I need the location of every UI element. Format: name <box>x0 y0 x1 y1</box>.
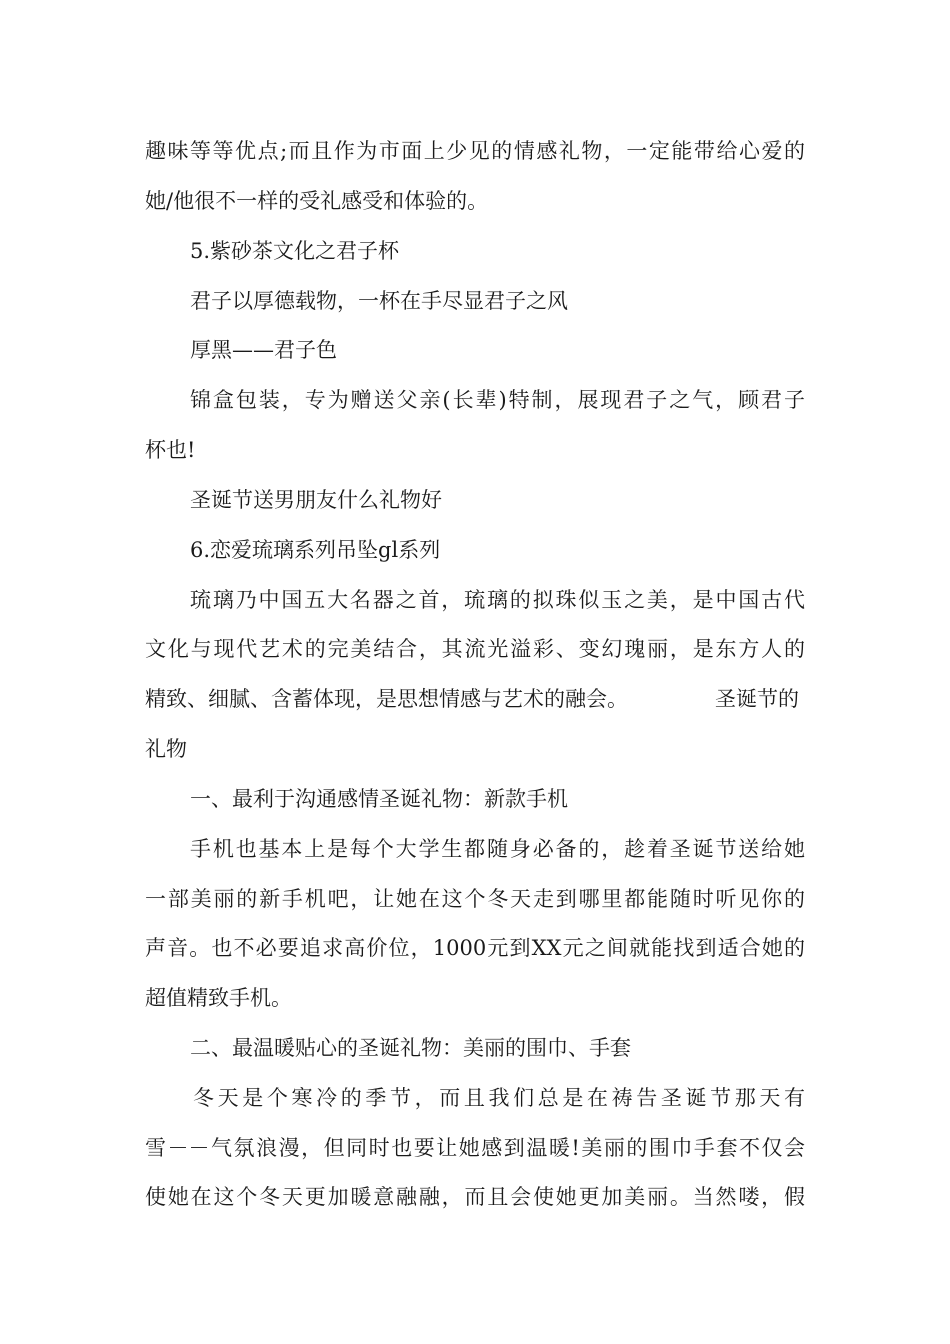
paragraph-line: 杯也! <box>145 438 196 462</box>
paragraph-line: 厚黑——君子色 <box>190 338 337 362</box>
section-heading: 6.恋爱琉璃系列吊坠gl系列 <box>190 538 441 562</box>
paragraph-line: 趣味等等优点;而且作为市面上少见的情感礼物，一定能带给心爱的 <box>145 139 805 163</box>
paragraph-line: 君子以厚德载物，一杯在手尽显君子之风 <box>190 289 568 313</box>
paragraph-line: 锦盒包装，专为赠送父亲(长辈)特制，展现君子之气，顾君子 <box>190 388 805 412</box>
paragraph-line: 琉璃乃中国五大名器之首，琉璃的拟珠似玉之美，是中国古代 <box>190 588 805 612</box>
paragraph-line: 一部美丽的新手机吧，让她在这个冬天走到哪里都能随时听见你的 <box>145 887 805 911</box>
section-heading: 礼物 <box>145 737 187 761</box>
paragraph-line: 使她在这个冬天更加暖意融融，而且会使她更加美丽。当然喽，假 <box>145 1185 805 1209</box>
paragraph-line: 雪－－气氛浪漫，但同时也要让她感到温暖!美丽的围巾手套不仅会 <box>145 1136 805 1160</box>
section-heading: 5.紫砂茶文化之君子杯 <box>190 239 400 263</box>
paragraph-line: 手机也基本上是每个大学生都随身必备的，趁着圣诞节送给她 <box>190 837 805 861</box>
section-heading: 二、最温暖贴心的圣诞礼物：美丽的围巾、手套 <box>190 1036 631 1060</box>
paragraph-line: 声音。也不必要追求高价位，1000元到XX元之间就能找到适合她的 <box>145 936 805 960</box>
section-heading: 圣诞节送男朋友什么礼物好 <box>190 488 442 512</box>
paragraph-line: 她/他很不一样的受礼感受和体验的。 <box>145 189 489 213</box>
section-heading: 圣诞节的 <box>715 687 799 711</box>
paragraph-line: 精致、细腻、含蓄体现，是思想情感与艺术的融会。 <box>145 687 628 711</box>
paragraph-line: 文化与现代艺术的完美结合，其流光溢彩、变幻瑰丽，是东方人的 <box>145 637 805 661</box>
paragraph-line: 冬天是个寒冷的季节，而且我们总是在祷告圣诞节那天有 <box>193 1086 805 1110</box>
section-heading: 一、最利于沟通感情圣诞礼物：新款手机 <box>190 787 568 811</box>
paragraph-line: 超值精致手机。 <box>145 986 292 1010</box>
